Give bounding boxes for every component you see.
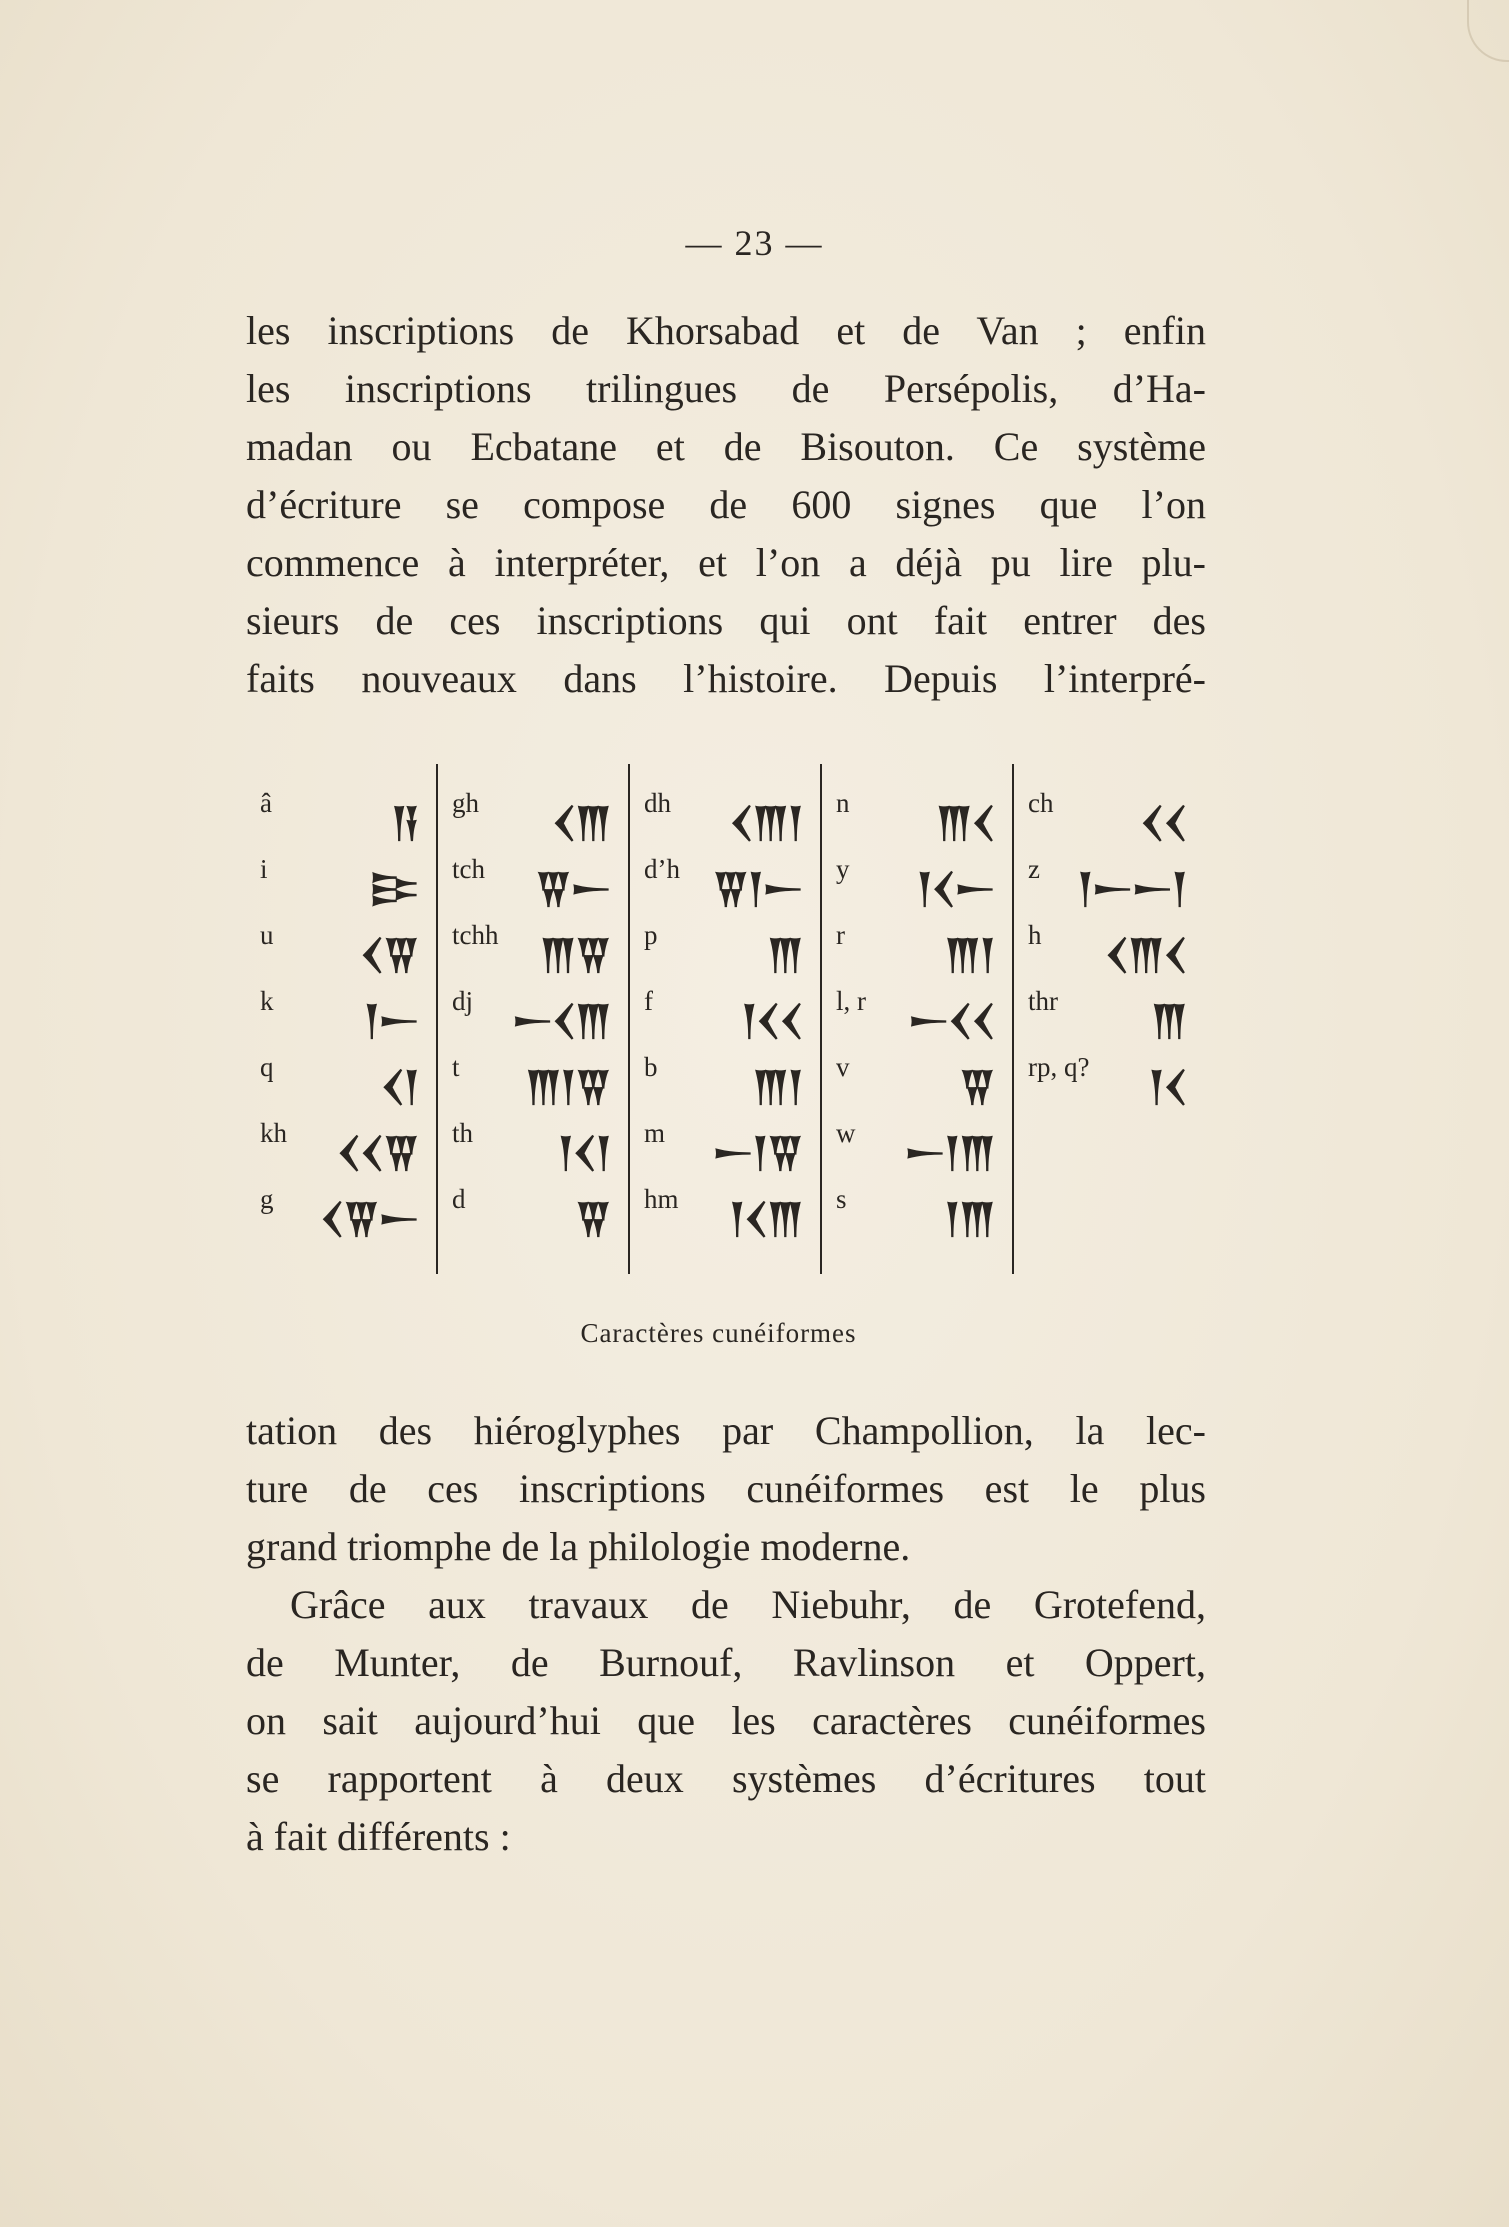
- table-cell: [246, 770, 438, 846]
- cuneiform-sign: 𒐊𒀸: [534, 866, 610, 912]
- table-cell: [1014, 968, 1206, 1044]
- table-cell: [438, 1166, 630, 1242]
- cuneiform-sign: 𒀸𒌋𒌋: [907, 998, 994, 1044]
- text-line: les inscriptions de Khorsabad et de Van ; enfin: [246, 308, 1206, 353]
- cuneiform-sign: 𒌋𒐈𒁹: [728, 800, 802, 846]
- text-line: d’écriture se compose de 600 signes que l’on: [246, 482, 1206, 527]
- cuneiform-sign: 𒁹𒌋: [1148, 1064, 1186, 1110]
- text-line: tation des hiéroglyphes par Champollion, la lec-: [246, 1408, 1206, 1453]
- phonetic-value: d’h: [644, 854, 680, 884]
- table-cell: [630, 1166, 822, 1242]
- table-cell: [822, 836, 1014, 912]
- phonetic-value: rp, q?: [1028, 1052, 1090, 1082]
- cuneiform-sign: 𒐈𒁹𒐊: [524, 1064, 610, 1110]
- table-cell: [246, 902, 438, 978]
- cuneiform-sign: 𒌋𒌋: [1139, 800, 1186, 846]
- table-column: [822, 764, 1014, 1274]
- table-cell: [246, 1034, 438, 1110]
- table-cell: [630, 1100, 822, 1176]
- phonetic-value: d: [452, 1184, 466, 1214]
- cuneiform-sign: 𒁹𒌋𒀸: [916, 866, 994, 912]
- phonetic-value: m: [644, 1118, 666, 1148]
- cuneiform-character-table: [246, 764, 1206, 1274]
- text-line: Grâce aux travaux de Niebuhr, de Grotefend,: [290, 1582, 1206, 1627]
- phonetic-value: r: [836, 920, 845, 950]
- cuneiform-sign: 𒌋𒌋𒐊: [336, 1130, 418, 1176]
- cuneiform-sign: 𒐈𒌋: [935, 800, 994, 846]
- table-cell: [822, 968, 1014, 1044]
- table-cell: [246, 836, 438, 912]
- table-column: [630, 764, 822, 1274]
- cuneiform-sign: 𒐈𒁹: [944, 932, 994, 978]
- phonetic-value: th: [452, 1118, 474, 1148]
- phonetic-value: q: [260, 1052, 274, 1082]
- table-cell: [246, 968, 438, 1044]
- cuneiform-sign: 𒌋𒁹: [380, 1064, 418, 1110]
- cuneiform-sign: 𒁹𒐈: [944, 1196, 994, 1242]
- cuneiform-sign: 𒌋𒐊: [359, 932, 418, 978]
- cuneiform-sign: 𒐊𒁹𒀸: [712, 866, 802, 912]
- text-line: faits nouveaux dans l’histoire. Depuis l’interpré-: [246, 656, 1206, 701]
- table-cell: [1014, 902, 1206, 978]
- cuneiform-sign: 𒁹𒌋𒌋: [741, 998, 802, 1044]
- phonetic-value: gh: [452, 788, 479, 818]
- page-corner-fold: [1467, 0, 1509, 62]
- text-line: les inscriptions trilingues de Persépolis, d’Ha-: [246, 366, 1206, 411]
- cuneiform-sign: 𒐈: [766, 932, 802, 978]
- table-cell: [246, 1166, 438, 1242]
- cuneiform-sign: 𒐈: [1150, 998, 1186, 1044]
- table-cell: [1014, 770, 1206, 846]
- table-cell: [822, 1034, 1014, 1110]
- phonetic-value: tchh: [452, 920, 499, 950]
- phonetic-value: b: [644, 1052, 658, 1082]
- table-cell: [1014, 1034, 1206, 1110]
- cuneiform-sign: 𒁹𒀸: [363, 998, 418, 1044]
- phonetic-value: n: [836, 788, 850, 818]
- paragraph-1: [246, 302, 1206, 708]
- cuneiform-sign: 𒐈𒁹: [752, 1064, 802, 1110]
- text-line: madan ou Ecbatane et de Bisouton. Ce système: [246, 424, 1206, 469]
- table-cell: [630, 770, 822, 846]
- table-cell: [438, 836, 630, 912]
- text-line: de Munter, de Burnouf, Ravlinson et Oppert,: [246, 1640, 1206, 1685]
- table-cell: [822, 770, 1014, 846]
- phonetic-value: kh: [260, 1118, 287, 1148]
- phonetic-value: i: [260, 854, 268, 884]
- phonetic-value: s: [836, 1184, 847, 1214]
- phonetic-value: h: [1028, 920, 1042, 950]
- phonetic-value: f: [644, 986, 653, 1016]
- table-cell: [438, 1034, 630, 1110]
- cuneiform-sign: 𒀀: [390, 800, 418, 846]
- table-cell: [822, 902, 1014, 978]
- table-cell: [438, 902, 630, 978]
- cuneiform-sign: 𒌋𒐈: [551, 800, 610, 846]
- paragraph-3: [246, 1576, 1206, 1866]
- text-line: se rapportent à deux systèmes d’écritures tout: [246, 1756, 1206, 1801]
- cuneiform-sign: 𒀸𒁹𒐊: [712, 1130, 802, 1176]
- table-cell: [630, 1034, 822, 1110]
- paragraph-2: [246, 1402, 1206, 1576]
- phonetic-value: t: [452, 1052, 460, 1082]
- figure-caption: Caractères cunéiformes: [580, 1318, 857, 1348]
- table-column: [1014, 764, 1206, 1274]
- phonetic-value: dh: [644, 788, 671, 818]
- phonetic-value: dj: [452, 986, 474, 1016]
- cuneiform-sign: 𒁹𒀸𒀸𒁹: [1076, 866, 1186, 912]
- phonetic-value: g: [260, 1184, 274, 1214]
- phonetic-value: thr: [1028, 986, 1058, 1016]
- phonetic-value: w: [836, 1118, 856, 1148]
- cuneiform-sign: 𒀸𒁹𒐈: [904, 1130, 994, 1176]
- page-number: — 23 —: [685, 223, 824, 263]
- table-cell: [1014, 836, 1206, 912]
- table-cell: [438, 1100, 630, 1176]
- table-cell: [630, 836, 822, 912]
- cuneiform-sign: 𒐊: [958, 1064, 994, 1110]
- table-cell: [630, 902, 822, 978]
- table-cell: [246, 1100, 438, 1176]
- cuneiform-sign: 𒐈𒐊: [539, 932, 610, 978]
- cuneiform-sign: 𒀸𒌋𒐈: [511, 998, 610, 1044]
- text-line: ture de ces inscriptions cunéiformes est le plus: [246, 1466, 1206, 1511]
- cuneiform-sign: 𒁹𒌋𒐈: [728, 1196, 802, 1242]
- phonetic-value: k: [260, 986, 274, 1016]
- phonetic-value: l, r: [836, 986, 866, 1016]
- cuneiform-sign: 𒌋𒐈𒌋: [1104, 932, 1186, 978]
- phonetic-value: u: [260, 920, 274, 950]
- table-column: [246, 764, 438, 1274]
- table-cell: [438, 968, 630, 1044]
- phonetic-value: y: [836, 854, 850, 884]
- cuneiform-sign: 𒁹𒌋𒁹: [557, 1130, 610, 1176]
- text-line: commence à interpréter, et l’on a déjà pu lire plu-: [246, 540, 1206, 585]
- phonetic-value: tch: [452, 854, 485, 884]
- phonetic-value: â: [260, 788, 272, 818]
- table-cell: [822, 1166, 1014, 1242]
- phonetic-value: v: [836, 1052, 850, 1082]
- cuneiform-sign: 𒐊: [574, 1196, 610, 1242]
- text-line: sieurs de ces inscriptions qui ont fait entrer des: [246, 598, 1206, 643]
- phonetic-value: z: [1028, 854, 1040, 884]
- cuneiform-sign: 𒌋𒐊𒀸: [319, 1196, 418, 1242]
- table-cell: [630, 968, 822, 1044]
- table-column: [438, 764, 630, 1274]
- text-line: à fait différents :: [246, 1814, 511, 1859]
- text-line: grand triomphe de la philologie moderne.: [246, 1524, 911, 1569]
- phonetic-value: hm: [644, 1184, 679, 1214]
- phonetic-value: ch: [1028, 788, 1054, 818]
- text-line: on sait aujourd’hui que les caractères cunéiformes: [246, 1698, 1206, 1743]
- table-cell: [822, 1100, 1014, 1176]
- table-cell: [438, 770, 630, 846]
- phonetic-value: p: [644, 920, 658, 950]
- cuneiform-sign: 𒄿: [369, 866, 418, 912]
